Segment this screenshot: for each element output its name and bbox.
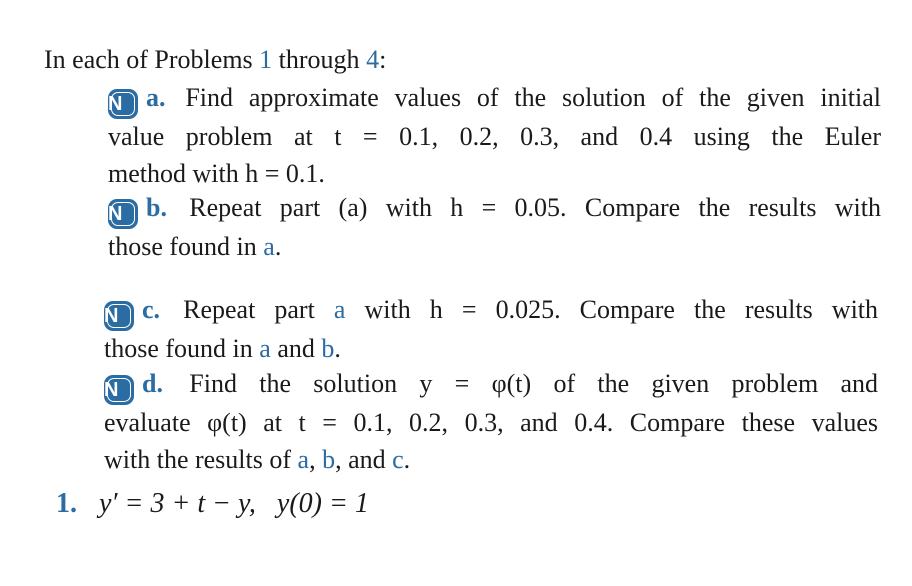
part-c-line2: [104, 331, 878, 368]
part-b-line1: [108, 190, 881, 229]
part-a: [108, 80, 881, 192]
numerical-badge-icon: N: [108, 199, 138, 229]
part-d-label: d.: [142, 369, 163, 398]
problem-set-intro: [44, 44, 386, 76]
part-d-sep: ,: [309, 444, 323, 474]
numerical-badge-icon: N: [108, 89, 138, 119]
part-d-text3b: , and: [335, 444, 393, 474]
part-a-line1: [108, 80, 881, 119]
part-ref-a[interactable]: a: [259, 334, 271, 363]
part-c-period: .: [334, 334, 341, 363]
part-ref-b[interactable]: b: [321, 334, 335, 363]
part-b-label: b.: [146, 193, 167, 222]
part-b-line2: [108, 229, 881, 266]
part-a-label: a.: [146, 83, 166, 112]
problem-1: [56, 486, 369, 522]
part-d: [104, 366, 878, 478]
part-b-period: .: [274, 232, 282, 261]
part-b: [108, 190, 881, 266]
part-c: [104, 292, 878, 368]
intro-suffix: :: [379, 45, 387, 74]
part-d-text1: Find the solution y = φ(t) of the given problem and: [189, 369, 878, 398]
part-a-line3: method with h = 0.1.: [108, 158, 325, 188]
problem-ref-end[interactable]: 4: [366, 45, 380, 74]
problem-initial-condition: y(0) = 1: [276, 488, 369, 519]
part-c-text2b: and: [270, 334, 322, 363]
part-d-text3a: with the results of: [104, 444, 298, 474]
part-ref-c[interactable]: c: [392, 444, 404, 474]
part-d-line2: evaluate φ(t) at t = 0.1, 0.2, 0.3, and 0.4. Compare these values: [104, 408, 878, 437]
part-c-text2a: those found in: [104, 334, 260, 363]
part-d-period: .: [403, 444, 411, 474]
part-ref-a[interactable]: a: [333, 295, 346, 324]
part-d-line1: [104, 366, 878, 405]
part-c-line1: [104, 292, 878, 331]
numerical-badge-icon: N: [104, 375, 134, 405]
part-a-line2: value problem at t = 0.1, 0.2, 0.3, and 0.4 using the Euler: [108, 122, 881, 151]
part-a-text1: Find approximate values of the solution of the given initial: [185, 83, 882, 112]
numerical-badge-icon: N: [104, 301, 134, 331]
part-c-label: c.: [142, 295, 161, 324]
intro-mid: through: [272, 45, 367, 74]
problem-ref-start[interactable]: 1: [259, 45, 273, 74]
part-ref-b[interactable]: b: [322, 444, 336, 474]
part-ref-a[interactable]: a: [263, 232, 275, 261]
problem-number: 1.: [56, 488, 77, 519]
problem-equation: y′ = 3 + t − y,: [99, 488, 256, 519]
intro-prefix: In each of Problems: [44, 45, 260, 74]
part-c-text1b: with h = 0.025. Compare the results with: [345, 295, 879, 324]
part-d-line3: [104, 442, 878, 479]
part-b-text1: Repeat part (a) with h = 0.05. Compare the results with: [189, 193, 882, 222]
part-b-text2: those found in: [108, 232, 264, 261]
part-ref-a[interactable]: a: [297, 444, 310, 474]
part-c-text1a: Repeat part: [183, 295, 334, 324]
